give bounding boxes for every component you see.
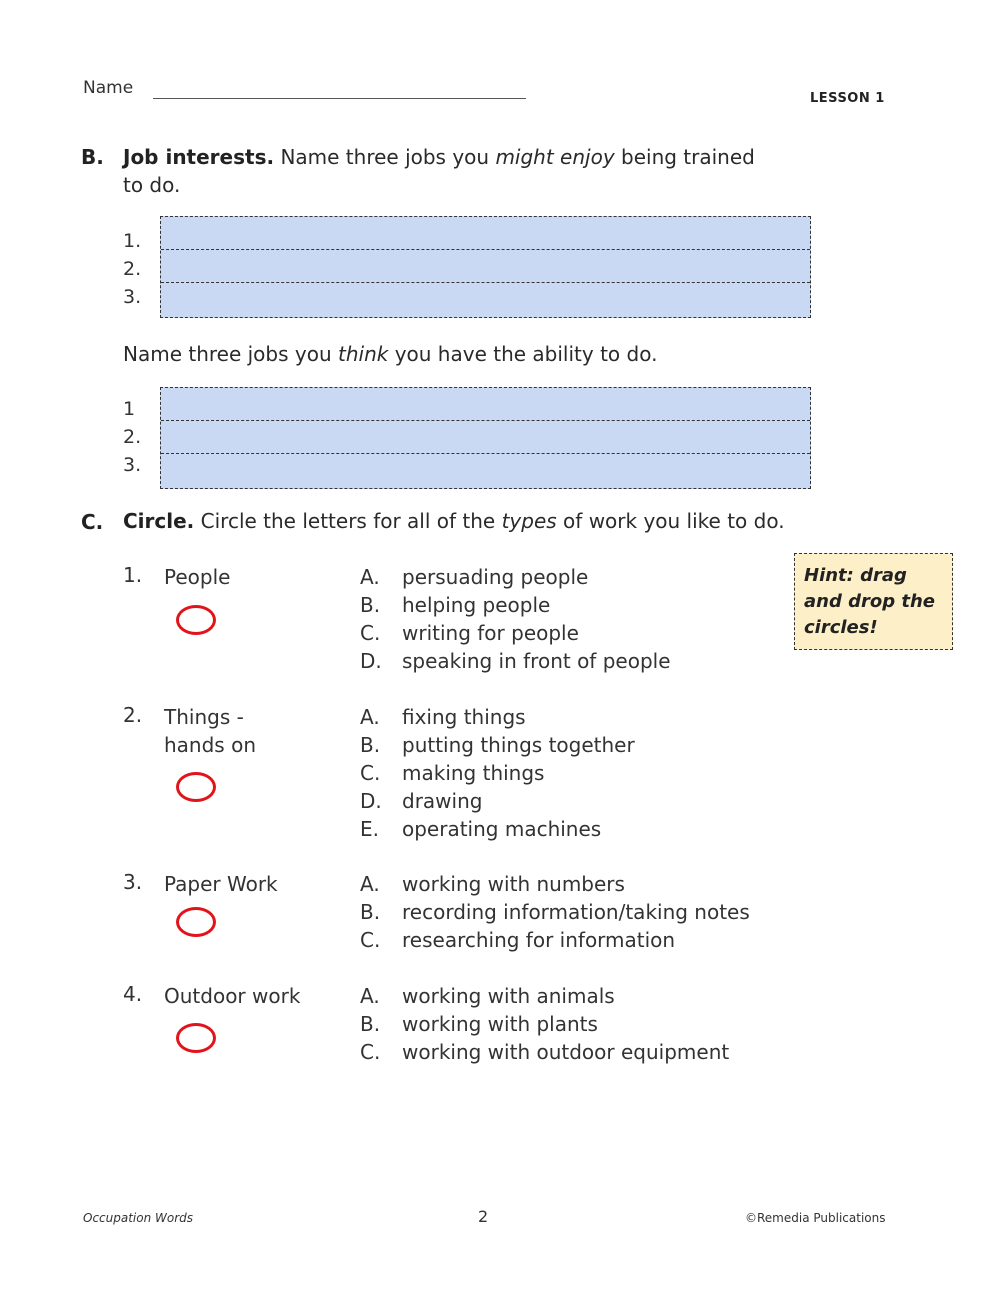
choice-4a[interactable] — [360, 982, 729, 1010]
group-2-number: 2. — [123, 703, 143, 727]
choice-3b[interactable] — [360, 898, 750, 926]
job-interests-enjoy-box — [160, 216, 811, 318]
job-ability-box — [160, 387, 811, 489]
group-2-title-line-2: hands on — [164, 733, 256, 757]
answer-field-enjoy-2[interactable] — [161, 250, 810, 283]
list2-num-3: 3. — [123, 454, 142, 476]
section-c-instr-b: of work you like to do. — [556, 509, 785, 533]
group-3-number: 3. — [123, 870, 143, 894]
group-4-number: 4. — [123, 982, 143, 1006]
choice-text: persuading people — [402, 565, 589, 589]
group-3-choices — [360, 870, 750, 954]
choice-1c[interactable] — [360, 619, 671, 647]
hint-box: Hint: drag and drop the circles! — [794, 553, 953, 650]
group-1-title — [164, 563, 230, 591]
section-b-prompt1-a: Name three jobs you — [280, 145, 496, 169]
choice-4b[interactable] — [360, 1010, 729, 1038]
choice-text: helping people — [402, 593, 551, 617]
answer-field-ability-3[interactable] — [161, 454, 810, 487]
choice-text: working with plants — [402, 1012, 598, 1036]
choice-2c[interactable] — [360, 759, 635, 787]
section-b-prompt2-a: Name three jobs you — [123, 342, 338, 366]
choice-letter: A. — [360, 872, 380, 896]
section-c-instruction — [123, 507, 813, 535]
answer-field-enjoy-3[interactable] — [161, 283, 810, 316]
choice-letter: A. — [360, 984, 380, 1008]
choice-text: recording information/taking notes — [402, 900, 750, 924]
group-4-title — [164, 982, 300, 1010]
choice-3c[interactable] — [360, 926, 750, 954]
group-4-title-line-1: Outdoor work — [164, 984, 301, 1008]
choice-text: putting things together — [402, 733, 635, 757]
section-b-prompt1-c: to do. — [123, 173, 181, 197]
choice-letter: C. — [360, 928, 381, 952]
section-c-instr-a: Circle the letters for all of the — [194, 509, 502, 533]
choice-3a[interactable] — [360, 870, 750, 898]
section-c-instr-em: types — [501, 509, 557, 533]
choice-4c[interactable] — [360, 1038, 729, 1066]
group-2-title-line-1: Things - — [164, 705, 244, 729]
section-b-prompt2-em: think — [338, 342, 389, 366]
choice-text: working with numbers — [402, 872, 625, 896]
choice-text: fixing things — [402, 705, 526, 729]
choice-text: working with animals — [402, 984, 615, 1008]
choice-2e[interactable] — [360, 815, 635, 843]
list1-numbers — [123, 227, 141, 311]
choice-letter: B. — [360, 593, 381, 617]
list2-num-2: 2. — [123, 426, 142, 448]
choice-letter: C. — [360, 621, 381, 645]
group-2-title — [164, 703, 256, 759]
choice-letter: A. — [360, 705, 380, 729]
choice-1b[interactable] — [360, 591, 671, 619]
choice-letter: D. — [360, 649, 382, 673]
group-1-title-line-1: People — [164, 565, 231, 589]
choice-letter: C. — [360, 761, 381, 785]
choice-text: writing for people — [402, 621, 579, 645]
choice-text: drawing — [402, 789, 483, 813]
section-b-prompt2 — [123, 340, 657, 368]
section-b-title: Job interests. — [123, 145, 275, 169]
list2-numbers — [123, 395, 141, 479]
answer-field-enjoy-1[interactable] — [161, 217, 810, 250]
choice-1a[interactable] — [360, 563, 671, 591]
choice-text: making things — [402, 761, 545, 785]
choice-1d[interactable] — [360, 647, 671, 675]
footer-book-title: Occupation Words — [83, 1211, 194, 1225]
choice-letter: C. — [360, 1040, 381, 1064]
list1-num-2: 2. — [123, 258, 142, 280]
choice-letter: D. — [360, 789, 382, 813]
answer-field-ability-2[interactable] — [161, 421, 810, 454]
section-b-prompt2-b: you have the ability to do. — [388, 342, 658, 366]
section-b-instruction — [123, 143, 803, 199]
group-1-choices — [360, 563, 671, 675]
choice-text: researching for information — [402, 928, 676, 952]
choice-letter: B. — [360, 1012, 381, 1036]
draggable-circle-4[interactable] — [176, 1023, 216, 1053]
group-3-title — [164, 870, 278, 898]
choice-2b[interactable] — [360, 731, 635, 759]
draggable-circle-1[interactable] — [176, 605, 216, 635]
list1-num-3: 3. — [123, 286, 142, 308]
choice-letter: A. — [360, 565, 380, 589]
list1-num-1: 1. — [123, 230, 142, 252]
choice-2d[interactable] — [360, 787, 635, 815]
group-1-number: 1. — [123, 563, 143, 587]
choice-text: operating machines — [402, 817, 602, 841]
section-c-title: Circle. — [123, 509, 195, 533]
list2-num-1: 1 — [123, 398, 136, 420]
section-b-prompt1-b: being trained — [614, 145, 755, 169]
group-2-choices — [360, 703, 635, 843]
group-4-choices — [360, 982, 729, 1066]
section-c-letter: C. — [81, 510, 104, 534]
choice-letter: B. — [360, 733, 381, 757]
choice-text: working with outdoor equipment — [402, 1040, 730, 1064]
name-label: Name — [83, 78, 134, 98]
lesson-label: LESSON 1 — [810, 91, 885, 106]
choice-text: speaking in front of people — [402, 649, 671, 673]
draggable-circle-3[interactable] — [176, 907, 216, 937]
answer-field-ability-1[interactable] — [161, 388, 810, 421]
choice-2a[interactable] — [360, 703, 635, 731]
choice-letter: B. — [360, 900, 381, 924]
name-line[interactable] — [153, 98, 526, 99]
section-b-letter: B. — [81, 145, 104, 169]
footer-copyright: ©Remedia Publications — [745, 1211, 886, 1225]
choice-letter: E. — [360, 817, 379, 841]
section-b-prompt1-em: might enjoy — [495, 145, 615, 169]
footer-page-number: 2 — [478, 1207, 489, 1226]
draggable-circle-2[interactable] — [176, 772, 216, 802]
group-3-title-line-1: Paper Work — [164, 872, 278, 896]
